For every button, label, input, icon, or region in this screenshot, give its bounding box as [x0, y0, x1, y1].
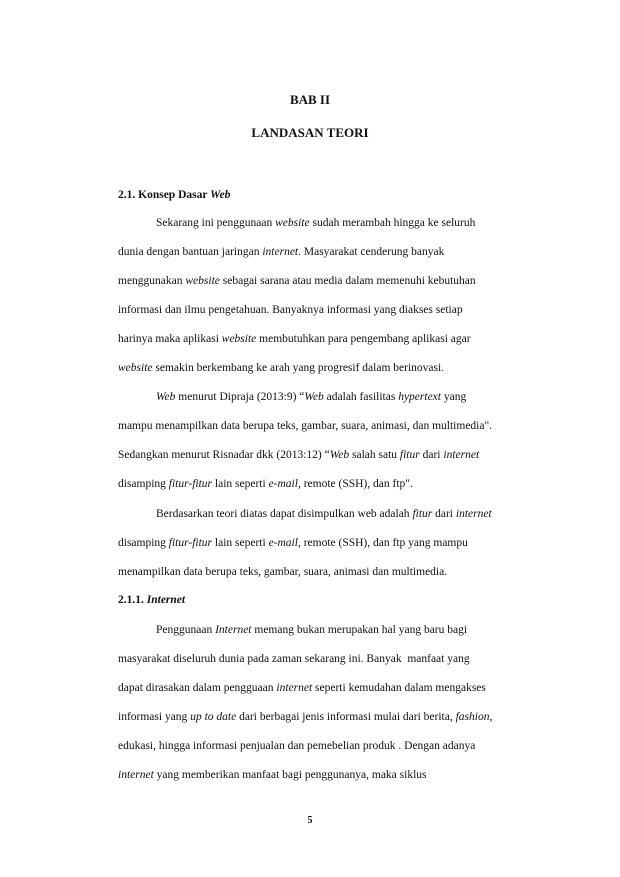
text-run: Berdasarkan teori diatas dapat disimpulkan web adalah	[156, 508, 413, 520]
paragraph-line	[118, 332, 531, 346]
italic-term: website	[118, 362, 153, 374]
text-run: menurut Dipraja (2013:9) “	[175, 391, 305, 403]
italic-term: website	[221, 333, 257, 345]
text-run: menampilkan data berupa teks, gambar, suara, animasi dan multimedia.	[118, 566, 448, 578]
paragraph-line	[156, 623, 531, 637]
text-run: . Masyarakat cenderung banyak	[298, 246, 445, 258]
paragraph-line	[118, 477, 531, 491]
text-run: seperti kemudahan dalam mengakses	[312, 682, 486, 694]
text-run: membutuhkan para pengembang aplikasi agar	[256, 333, 471, 345]
section-heading-2-1	[118, 189, 230, 201]
text-run: , remote (SSH), dan ftp yang mampu	[297, 537, 468, 549]
paragraph-line	[118, 681, 531, 695]
text-run: ,	[489, 711, 493, 723]
paragraph-line	[118, 361, 531, 375]
italic-term: internet	[276, 682, 313, 694]
section-heading-text: 2.1.1.	[118, 594, 147, 606]
italic-term: Web	[156, 391, 176, 403]
italic-term: Internet	[215, 624, 252, 636]
paragraph-line	[118, 245, 531, 259]
italic-term: hypertext	[398, 391, 441, 403]
text-run: yang memberikan manfaat bagi penggunanya, maka siklus	[153, 769, 427, 781]
text-run: disamping	[118, 537, 169, 549]
paragraph-line	[118, 739, 531, 753]
italic-term: fitur-fitur	[168, 478, 213, 490]
page-number: 5	[307, 815, 313, 826]
paragraph-line	[118, 536, 531, 550]
text-run: dunia dengan bantuan jaringan	[118, 246, 263, 258]
italic-term: e-mail	[268, 537, 298, 549]
text-run: informasi yang	[118, 711, 191, 723]
italic-term: internet	[118, 769, 154, 781]
paragraph-line	[118, 652, 531, 666]
text-run: , remote (SSH), dan ftp".	[297, 478, 413, 490]
italic-term: fashion	[455, 711, 490, 723]
text-run: Sedangkan menurut Risnadar dkk (2013:12) “	[118, 449, 330, 461]
paragraph-line	[118, 303, 531, 317]
italic-term: internet	[455, 508, 492, 520]
paragraph-line	[118, 710, 531, 724]
italic-term: website	[185, 275, 220, 287]
text-run: dari berbagai jenis informasi mulai dari berita,	[236, 711, 456, 723]
text-run: Sekarang ini penggunaan	[156, 217, 276, 229]
text-run: dari	[419, 449, 444, 461]
italic-term: internet	[262, 246, 299, 258]
paragraph-line	[156, 507, 531, 521]
paragraph-line	[156, 216, 531, 230]
text-run: salah satu	[349, 449, 400, 461]
section-heading-emphasis: Internet	[146, 594, 186, 606]
italic-term: up to date	[190, 711, 237, 723]
text-run: menggunakan	[118, 275, 186, 287]
text-run: mampu menampilkan data berupa teks, gambar, suara, animasi, dan multimedia".	[118, 420, 493, 432]
text-run: Penggunaan	[156, 624, 216, 636]
italic-term: Web	[304, 391, 324, 403]
text-run: semakin berkembang ke arah yang progresif dalam berinovasi.	[152, 362, 445, 374]
text-run: informasi dan ilmu pengetahuan. Banyaknya informasi yang diakses setiap	[118, 304, 463, 316]
paragraph-line	[118, 768, 531, 782]
section-heading-text: 2.1. Konsep Dasar	[118, 189, 211, 201]
italic-term: website	[275, 217, 310, 229]
italic-term: fitur	[399, 449, 420, 461]
text-run: disamping	[118, 478, 169, 490]
italic-term: fitur-fitur	[168, 537, 213, 549]
paragraph-line	[118, 419, 531, 433]
italic-term: fitur	[412, 508, 433, 520]
chapter-title: LANDASAN TEORI	[251, 125, 369, 140]
text-run: masyarakat diseluruh dunia pada zaman sekarang ini. Banyak manfaat yang	[118, 653, 470, 665]
italic-term: e-mail	[268, 478, 298, 490]
text-run: lain seperti	[212, 478, 269, 490]
paragraph-line	[156, 390, 531, 404]
paragraph-line	[118, 565, 531, 579]
text-run: harinya maka aplikasi	[118, 333, 222, 345]
text-run: sudah merambah hingga ke seluruh	[309, 217, 476, 229]
text-run: lain seperti	[212, 537, 269, 549]
text-run: adalah fasilitas	[323, 391, 399, 403]
chapter-label: BAB II	[289, 92, 331, 107]
section-heading-2-1-1	[118, 594, 185, 606]
italic-term: Web	[329, 449, 350, 461]
italic-term: internet	[443, 449, 480, 461]
text-run: memang bukan merupakan hal yang baru bagi	[251, 624, 468, 636]
section-heading-emphasis: Web	[210, 189, 231, 201]
text-run: edukasi, hingga informasi penjualan dan pemebelian produk . Dengan adanya	[118, 740, 476, 752]
text-run: dari	[432, 508, 456, 520]
text-run: dapat dirasakan dalam pengguaan	[118, 682, 277, 694]
text-run: sebagai sarana atau media dalam memenuhi kebutuhan	[219, 275, 476, 287]
paragraph-line	[118, 448, 531, 462]
text-run: yang	[441, 391, 467, 403]
paragraph-line	[118, 274, 531, 288]
